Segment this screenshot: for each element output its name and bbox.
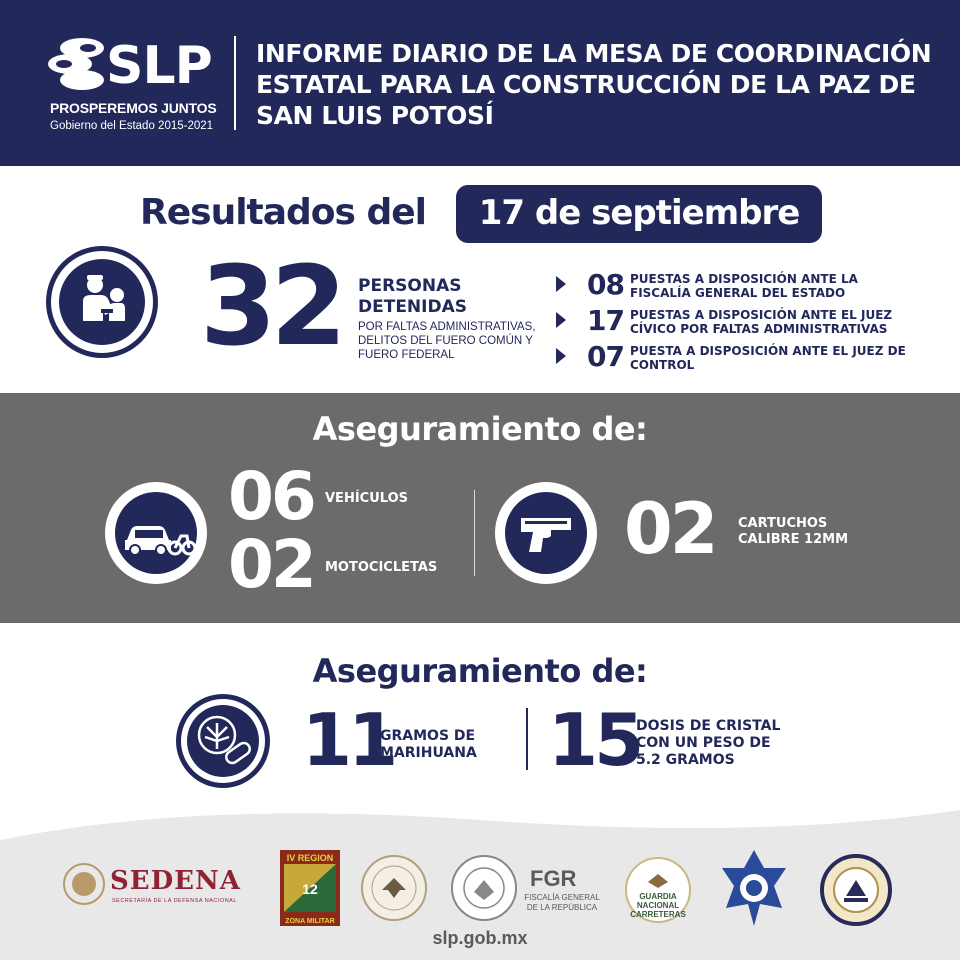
disposition-row <box>556 270 916 304</box>
disposition-count: 07 <box>587 340 624 373</box>
logo-text: SLP <box>106 36 212 96</box>
mexico-national-seal-icon <box>450 854 518 922</box>
logo-slogan: PROSPEREMOS JUNTOS <box>50 100 217 116</box>
detained-glyph-icon <box>59 259 145 345</box>
fiscalia-estado-seal-icon <box>818 852 894 928</box>
vehicles-label: VEHÍCULOS <box>325 491 408 506</box>
seizure-title-1: Aseguramiento de: <box>312 410 648 448</box>
guardia-carreteras-label: GUARDIA NACIONAL CARRETERAS <box>630 892 686 919</box>
seizure-divider <box>474 490 475 576</box>
marijuana-label: GRAMOS DE MARIHUANA <box>380 728 477 761</box>
arrow-right-icon <box>556 276 566 292</box>
car-motorcycle-icon <box>105 482 207 584</box>
report-title: INFORME DIARIO DE LA MESA DE COORDINACIÓN ESTATAL PARA LA CONSTRUCCIÓN DE LA PAZ DE SAN LUIS POTOSÍ <box>256 39 932 130</box>
slp-logo <box>48 36 218 136</box>
disposition-count: 08 <box>587 268 624 301</box>
detained-person-icon <box>46 246 158 358</box>
gun-icon <box>495 482 597 584</box>
detained-icon-fill <box>59 259 145 345</box>
fgr-logo-text: FGR <box>530 866 577 891</box>
disposition-text: PUESTAS A DISPOSICIÓN ANTE LA FISCALÍA GENERAL DEL ESTADO <box>630 272 858 300</box>
arrow-right-icon <box>556 348 566 364</box>
seizure-title-2: Aseguramiento de: <box>312 652 648 690</box>
arrow-right-icon <box>556 312 566 328</box>
mexico-eagle-seal-icon <box>62 862 106 906</box>
results-title: Resultados del <box>140 192 427 233</box>
vehicles-count: 06 <box>228 458 314 535</box>
marijuana-count: 11 <box>302 698 395 782</box>
guardia-nacional-seal-icon <box>360 854 428 922</box>
military-region-badge-icon <box>280 850 340 926</box>
disposition-text: PUESTAS A DISPOSICIÓN ANTE EL JUEZ CÍVICO POR FALTAS ADMINISTRATIVAS <box>630 308 893 336</box>
car-glyph-icon <box>115 492 197 574</box>
region-top-label: IV REGION <box>286 853 334 863</box>
disposition-row <box>556 342 916 376</box>
drug-divider <box>526 708 528 770</box>
gun-icon-fill <box>505 492 587 574</box>
crystal-count: 15 <box>548 698 641 782</box>
cannabis-pill-icon <box>176 694 270 788</box>
detained-count: 32 <box>200 242 342 370</box>
header-divider <box>234 36 236 130</box>
motorcycles-count: 02 <box>228 526 314 603</box>
pistol-glyph-icon <box>505 492 587 574</box>
sedena-subtitle: SECRETARÍA DE LA DEFENSA NACIONAL <box>112 898 237 904</box>
disposition-row <box>556 306 916 340</box>
region-number: 12 <box>302 881 318 897</box>
region-bottom-label: ZONA MILITAR <box>285 918 335 925</box>
detained-label: PERSONAS DETENIDAS <box>358 276 467 317</box>
disposition-count: 17 <box>587 304 624 337</box>
logo-government: Gobierno del Estado 2015-2021 <box>50 120 214 132</box>
drug-glyph-icon <box>187 705 259 777</box>
police-star-badge-icon <box>716 848 792 928</box>
date-badge: 17 de septiembre <box>456 185 822 243</box>
vehicle-icon-fill <box>115 492 197 574</box>
cartridges-count: 02 <box>624 488 716 570</box>
drug-icon-fill <box>187 705 259 777</box>
crystal-label: DOSIS DE CRISTAL CON UN PESO DE 5.2 GRAMOS <box>636 718 781 768</box>
cartridges-label: CARTUCHOS CALIBRE 12MM <box>738 516 849 547</box>
website-url[interactable]: slp.gob.mx <box>432 928 528 948</box>
motorcycles-label: MOTOCICLETAS <box>325 560 438 575</box>
fgr-subtitle: FISCALÍA GENERAL DE LA REPÚBLICA <box>524 893 600 912</box>
disposition-text: PUESTA A DISPOSICIÓN ANTE EL JUEZ DE CONTROL <box>630 344 906 372</box>
sedena-logo-text: SEDENA <box>110 866 241 896</box>
detained-subtitle: POR FALTAS ADMINISTRATIVAS, DELITOS DEL FUERO COMÚN Y FUERO FEDERAL <box>358 321 536 361</box>
slp-logo-mark-icon <box>48 36 108 92</box>
